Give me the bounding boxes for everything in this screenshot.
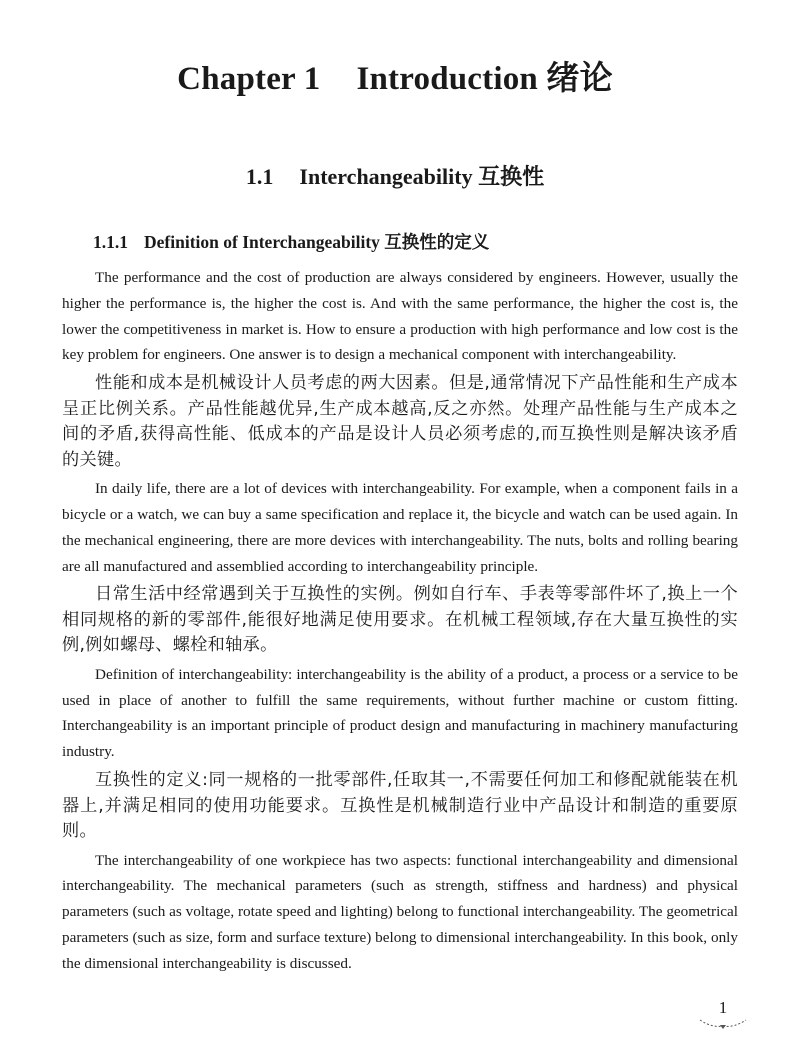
paragraph-zh-daily-life: 日常生活中经常遇到关于互换性的实例。例如自行车、手表等零部件坏了,换上一个相同规格的新的零部件,能很好地满足使用要求。在机械工程领域,存在大量互换性的实例,例如螺母、螺栓和轴承。	[62, 584, 738, 656]
section-heading	[0, 160, 790, 191]
section-title: Interchangeability 互换性	[299, 164, 545, 189]
subsection-heading	[93, 229, 489, 254]
page-number-ornament-icon	[698, 1016, 748, 1030]
body-text	[62, 265, 738, 977]
paragraph-en-daily-life: In daily life, there are a lot of devices with interchangeability. For example, when a component fails in a bicycle or a watch, we can buy a same specification and replace it, the bicycle and watch can be used again. In the mechanical engineering, there are more devices with interchangeability. The nuts, bolts and rolling bearing are all manufactured and assemblied according to interchangeability principle.	[62, 480, 738, 575]
paragraph-en-cost-performance: The performance and the cost of production are always considered by engineers. However, usually the higher the performance is, the higher the cost is. And with the same performance, the higher the cost is, the lower the competitiveness in market is. How to ensure a production with high performance and low cost is the key problem for engineers. One answer is to design a mechanical component with interchangeability.	[62, 269, 738, 364]
section-number: 1.1	[245, 164, 274, 189]
paragraph-zh-cost-performance: 性能和成本是机械设计人员考虑的两大因素。但是,通常情况下产品性能和生产成本呈正比例关系。产品性能越优异,生产成本越高,反之亦然。处理产品性能与生产成本之间的矛盾,获得高性能、低成本的产品是设计人员必须考虑的,而互换性则是解决该矛盾的关键。	[62, 373, 738, 470]
chapter-number: Chapter 1	[177, 61, 321, 97]
chapter-title: Introduction 绪论	[356, 61, 613, 97]
paragraph-en-definition: Definition of interchangeability: interchangeability is the ability of a product, a process or a service to be used in place of another to fulfill the same requirements, without further machine or custom fitting. Interchangeability is an important principle of product design and manufacturing in machinery manufacturing industry.	[62, 665, 738, 761]
subsection-title: Definition of Interchangeability 互换性的定义	[144, 232, 490, 252]
subsection-number: 1.1.1	[93, 232, 128, 252]
paragraph-en-aspects: The interchangeability of one workpiece has two aspects: functional interchangeability and dimensional interchangeability. The mechanical parameters (such as strength, stiffness and hardness) and physical parameters (such as voltage, rotate speed and lighting) belong to functional interchangeability. The geometrical parameters (such as size, form and surface texture) belong to dimensional interchangeability. In this book, only the dimensional interchangeability is discussed.	[62, 851, 738, 972]
page-number: 1	[718, 998, 728, 1017]
chapter-heading	[0, 52, 790, 99]
paragraph-zh-definition: 互换性的定义:同一规格的一批零部件,任取其一,不需要任何加工和修配就能装在机器上,并满足相同的使用功能要求。互换性是机械制造行业中产品设计和制造的重要原则。	[62, 770, 738, 842]
